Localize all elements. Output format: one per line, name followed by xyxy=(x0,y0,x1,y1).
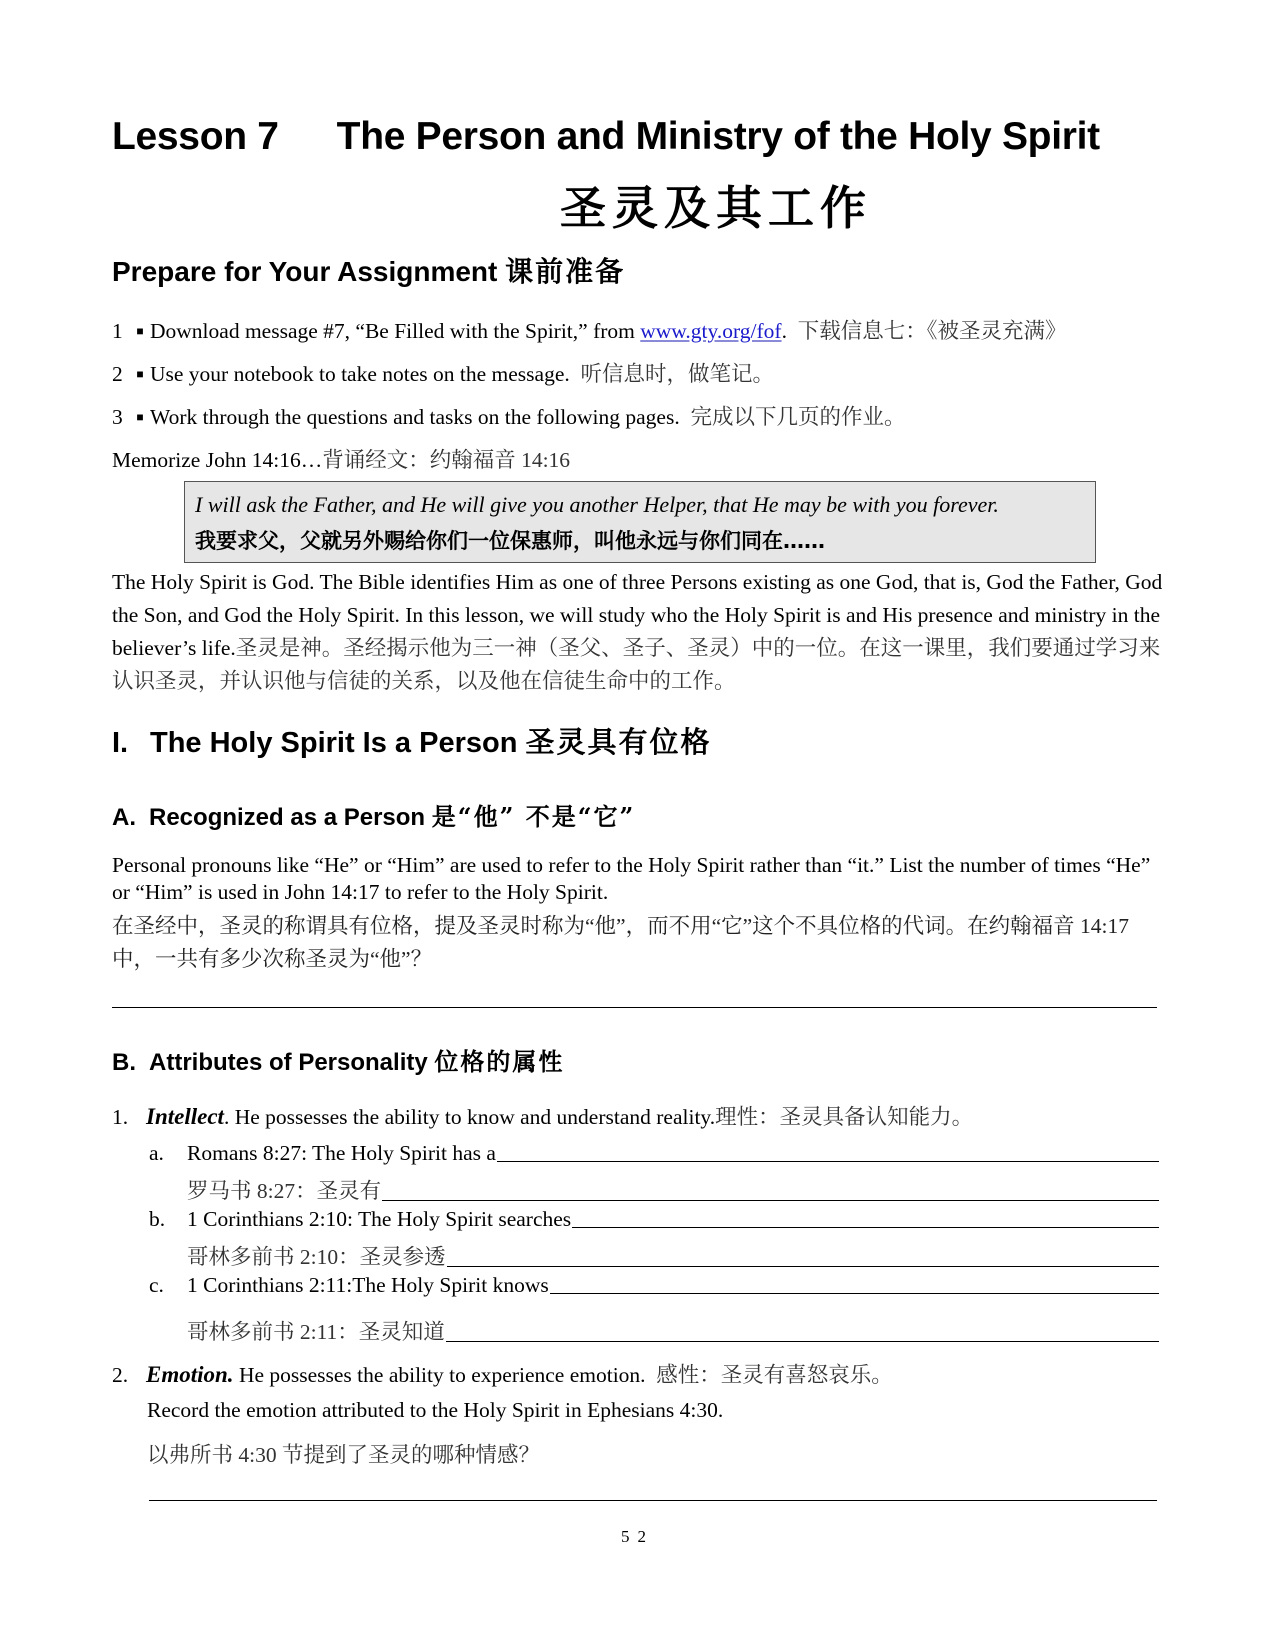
item-text: He possesses the ability to know and understand reality. xyxy=(229,1105,716,1129)
intro-en: The Holy Spirit is God. The Bible identifies Him as one of three Persons existing as one God, that is, God the Father, God the Son, and God the Holy Spirit. In this lesson, we will study who the Holy Spirit is and His presence and ministry in the believer’s life. xyxy=(112,570,1163,660)
gty-link[interactable]: www.gty.org/fof xyxy=(640,319,782,343)
sub-label: c. xyxy=(149,1273,164,1297)
memorize-zh: 背诵经文：约翰福音 14:16 xyxy=(322,448,571,472)
sub-prompt: Romans 8:27: The Holy Spirit has a xyxy=(187,1141,496,1165)
step-2 xyxy=(112,357,774,388)
item-term: Intellect xyxy=(146,1104,224,1129)
section-a-question-en: Personal pronouns like “He” or “Him” are used to refer to the Holy Spirit rather than “it.” List the number of times “He” or “Him” is used in John 14:17 to refer to the Holy Spirit. xyxy=(112,853,1151,904)
answer-line[interactable] xyxy=(446,1341,1159,1342)
emotion-answer-line[interactable] xyxy=(149,1500,1157,1501)
answer-line[interactable] xyxy=(550,1293,1159,1294)
prepare-heading-en: Prepare for Your Assignment xyxy=(112,256,498,287)
intro-paragraph xyxy=(112,566,1172,698)
answer-line[interactable] xyxy=(497,1161,1159,1162)
sub-item-b-en xyxy=(149,1207,1159,1232)
sub-label: b. xyxy=(149,1207,166,1231)
step-text: Work through the questions and tasks on the following pages. xyxy=(150,405,680,429)
page-number: 52 xyxy=(621,1527,654,1546)
item-term-punct: . xyxy=(223,1105,230,1129)
sub-item-c-zh xyxy=(187,1315,1159,1346)
attribute-intellect xyxy=(112,1100,973,1131)
item-number: 1. xyxy=(112,1105,129,1129)
intro-zh: 圣灵是神。圣经揭示他为三一神（圣父、圣子、圣灵）中的一位。在这一课里，我们要通过学习来认识圣灵，并认识他与信徒的关系，以及他在信徒生命中的工作。 xyxy=(112,636,1161,693)
memorize-line xyxy=(112,443,570,474)
section-a-title: Recognized as a Person xyxy=(149,804,426,831)
lesson-title xyxy=(112,115,1100,159)
section-b-number: B. xyxy=(112,1049,136,1076)
sub-prompt-zh: 哥林多前书 2:11：圣灵知道 xyxy=(187,1320,445,1344)
lesson-label: Lesson 7 xyxy=(112,115,279,158)
step-1 xyxy=(112,314,1066,345)
section-b-title-zh: 位格的属性 xyxy=(434,1047,565,1076)
section-1-title: The Holy Spirit Is a Person xyxy=(150,727,518,759)
section-a-answer-line[interactable] xyxy=(112,1007,1157,1008)
item-text: He possesses the ability to experience emotion. xyxy=(233,1363,646,1387)
step-text-zh: 下载信息七：《被圣灵充满》 xyxy=(797,319,1067,343)
verse-zh: 我要求父，父就另外赐给你们一位保惠师，叫他永远与你们同在…… xyxy=(195,529,825,553)
section-a-title-zh: 是“他” 不是“它” xyxy=(431,802,636,831)
sub-prompt: 1 Corinthians 2:10: The Holy Spirit searches xyxy=(187,1207,572,1231)
square-bullet-icon: ■ xyxy=(136,324,144,338)
sub-item-b-zh xyxy=(187,1240,1159,1271)
step-3 xyxy=(112,400,906,431)
emotion-question-zh: 以弗所书 4:30 节提到了圣灵的哪种情感？ xyxy=(147,1443,540,1467)
sub-item-a-zh xyxy=(187,1174,1159,1205)
section-a-number: A. xyxy=(112,804,136,831)
section-1-title-zh: 圣灵具有位格 xyxy=(525,725,712,759)
prepare-heading xyxy=(112,250,625,290)
emotion-question-en: Record the emotion attributed to the Holy Spirit in Ephesians 4:30. xyxy=(147,1398,724,1422)
answer-line[interactable] xyxy=(572,1227,1159,1228)
step-number: 3 xyxy=(112,405,123,429)
sub-item-c-en xyxy=(149,1273,1159,1298)
attribute-emotion xyxy=(112,1358,893,1389)
step-number: 2 xyxy=(112,362,123,386)
step-number: 1 xyxy=(112,319,123,343)
lesson-title-zh: 圣灵及其工作 xyxy=(560,181,872,235)
step-text: Use your notebook to take notes on the message. xyxy=(150,362,570,386)
square-bullet-icon: ■ xyxy=(136,410,144,424)
section-b-title: Attributes of Personality xyxy=(149,1049,428,1076)
sub-prompt-zh: 哥林多前书 2:10：圣灵参透 xyxy=(187,1245,446,1269)
lesson-title-text: The Person and Ministry of the Holy Spirit xyxy=(336,115,1100,158)
section-1-heading xyxy=(112,720,712,761)
step-text: Download message #7, “Be Filled with the Spirit,” from xyxy=(150,319,641,343)
section-a-question-zh: 在圣经中，圣灵的称谓具有位格，提及圣灵时称为“他”，而不用“它”这个不具位格的代词。在约翰福音 14:17 中，一共有多少次称圣灵为“他”？ xyxy=(112,914,1130,971)
memory-verse-box xyxy=(184,481,1096,563)
section-b-heading xyxy=(112,1042,564,1077)
item-number: 2. xyxy=(112,1363,129,1387)
item-text-zh: 理性：圣灵具备认知能力。 xyxy=(715,1105,974,1129)
sub-prompt-zh: 罗马书 8:27：圣灵有 xyxy=(187,1179,382,1203)
item-text-zh: 感性：圣灵有喜怒哀乐。 xyxy=(656,1363,893,1387)
step-text-zh: 完成以下几页的作业。 xyxy=(690,405,906,429)
answer-line[interactable] xyxy=(382,1200,1159,1201)
sub-item-a-en xyxy=(149,1141,1159,1166)
sub-prompt: 1 Corinthians 2:11:The Holy Spirit knows xyxy=(187,1273,549,1297)
step-text-zh: 听信息时，做笔记。 xyxy=(580,362,775,386)
section-1-number: I. xyxy=(112,727,129,759)
square-bullet-icon: ■ xyxy=(136,367,144,381)
answer-line[interactable] xyxy=(447,1266,1159,1267)
prepare-heading-zh: 课前准备 xyxy=(505,255,626,288)
sub-label: a. xyxy=(149,1141,164,1165)
section-a-heading xyxy=(112,797,635,832)
memorize-en: Memorize John 14:16… xyxy=(112,448,323,472)
step-text-end: . xyxy=(781,319,787,343)
verse-en: I will ask the Father, and He will give you another Helper, that He may be with you forever. xyxy=(195,492,999,517)
item-term: Emotion. xyxy=(146,1362,234,1387)
